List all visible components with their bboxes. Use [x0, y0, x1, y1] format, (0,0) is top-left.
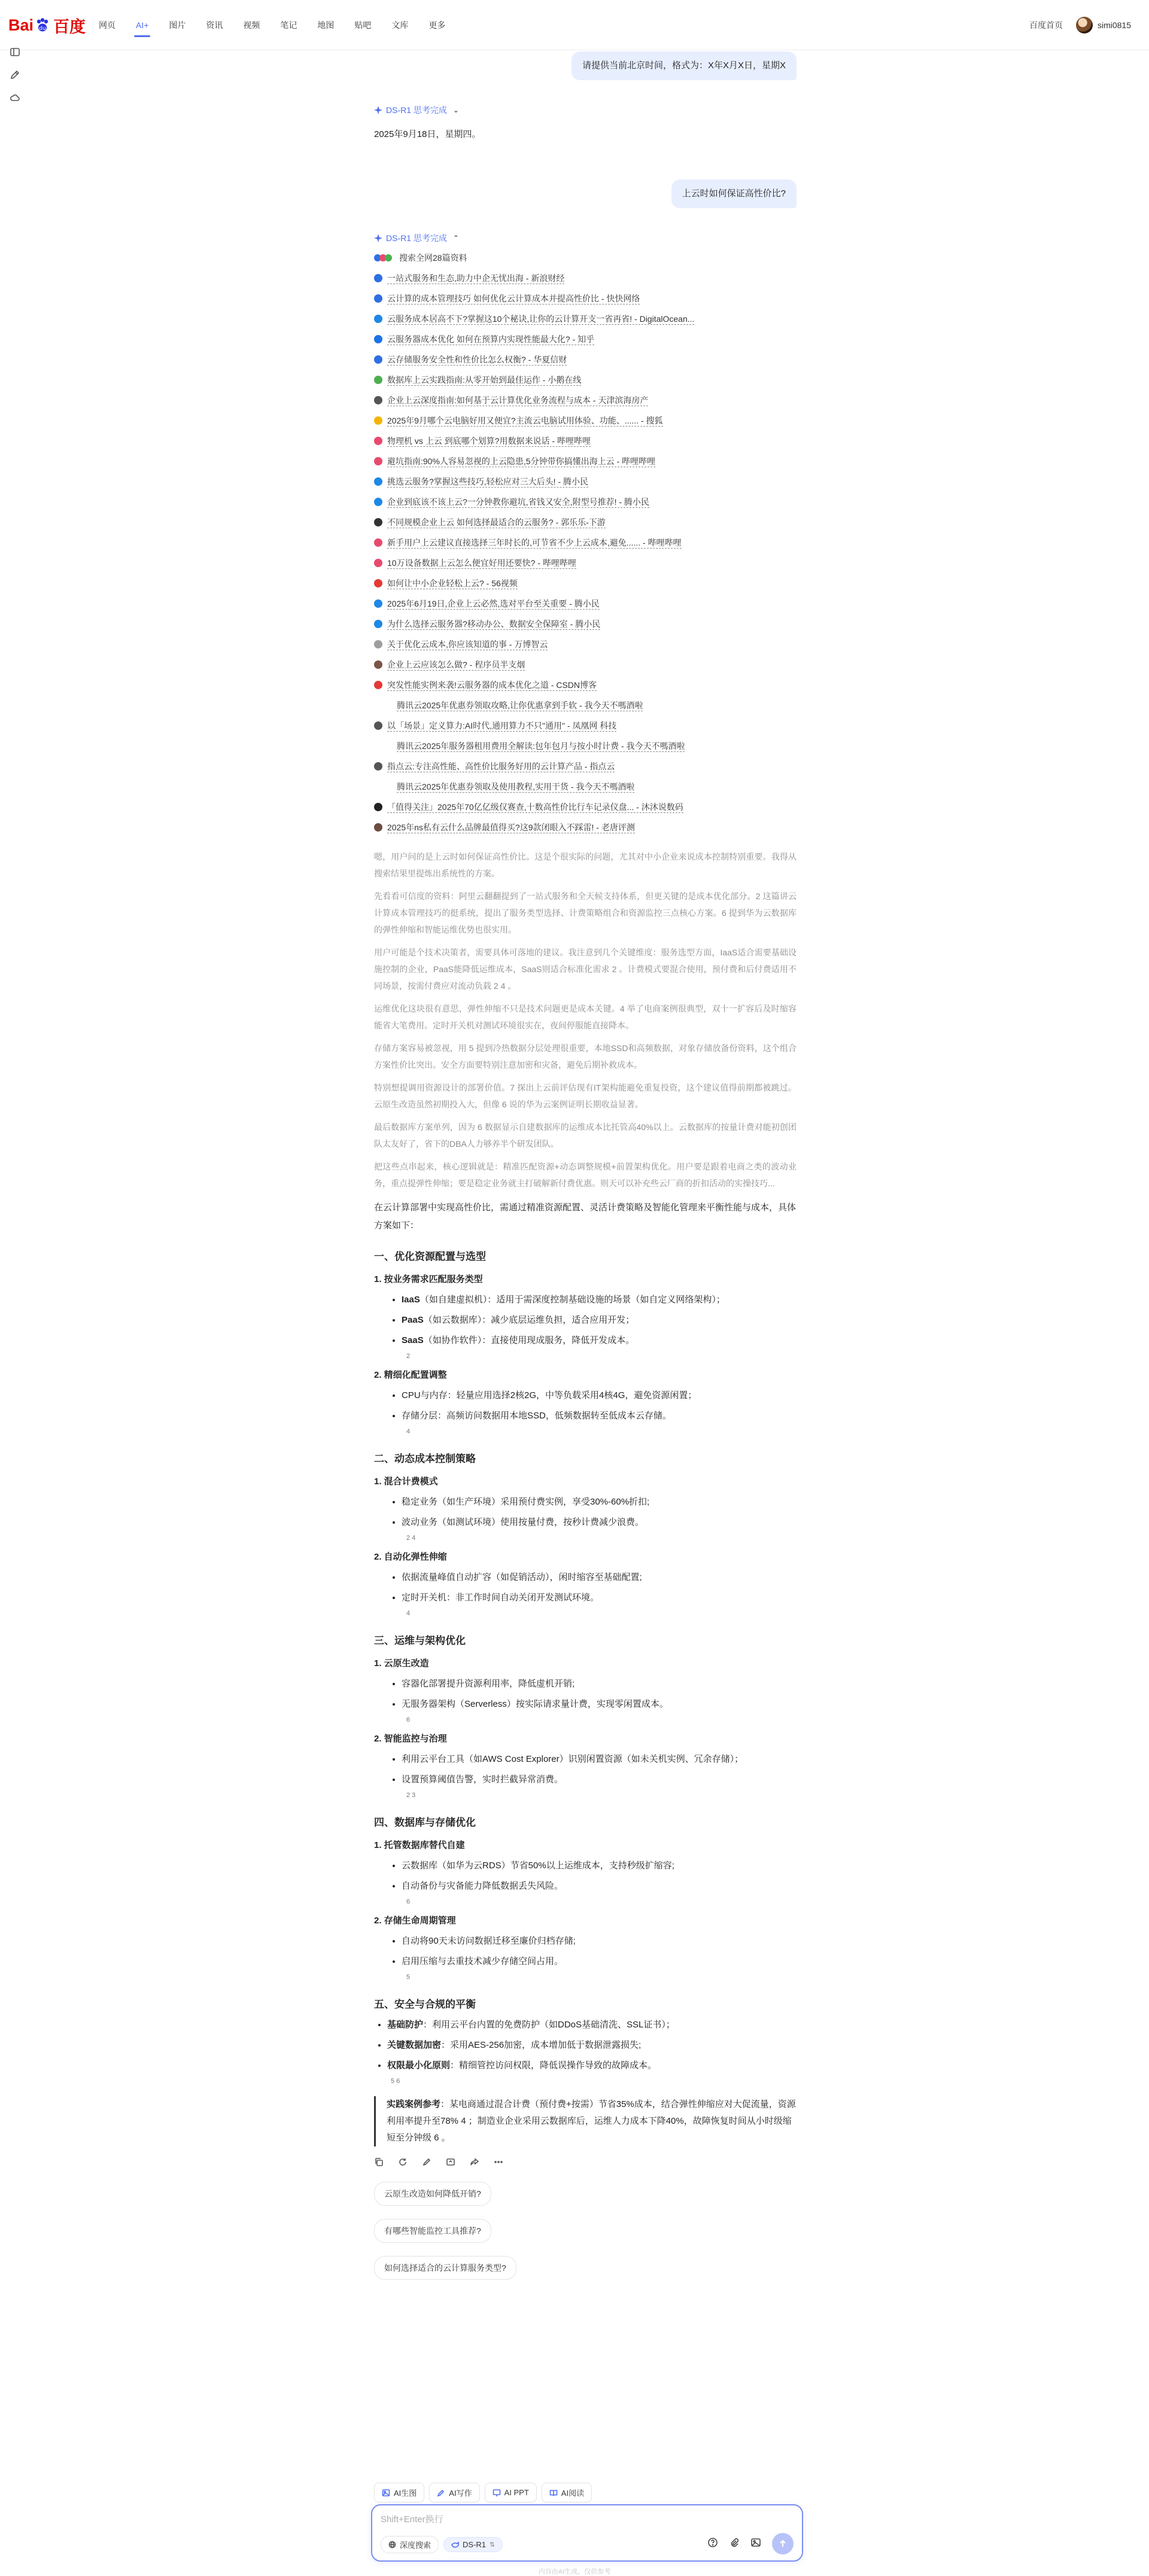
chevron-up-icon: ⌃ — [452, 234, 459, 242]
bullet-list — [402, 1291, 797, 1350]
source-title: 「值得关注」2025年70亿亿级仅赛查,十数高性价比行车记录仪盘... - 沐沐说数码 — [387, 802, 683, 812]
bullet-list — [402, 1750, 797, 1789]
model-selector[interactable]: DS-R1 ⇅ — [443, 2537, 503, 2552]
reasoning-paragraph: 用户可能是个技术决策者，需要具体可落地的建议。我注意到几个关键维度：服务选型方面，IaaS适合需要基础设施控制的企业，PaaS能降低运维成本，SaaS则适合标准化需求 2 。计费模式要混合使用，预付费和后付费适用不同场景，按需付费应对流动负载 2 4 。 — [374, 948, 797, 991]
subsection-heading: 1. 托管数据库替代自建 — [374, 1840, 465, 1850]
source-item[interactable] — [374, 471, 797, 492]
avatar — [1076, 17, 1093, 34]
citation-ref[interactable]: 5 — [406, 1974, 411, 1981]
whale-icon — [451, 2541, 459, 2548]
source-item[interactable] — [374, 451, 797, 471]
source-title: 一站式服务和生态,助力中企无忧出海 - 新浪财经 — [387, 273, 565, 283]
source-title: 腾讯云2025年优惠券领取攻略,让你优惠拿到手软 - 我今天不嗎酒啦 — [397, 700, 643, 710]
source-item[interactable] — [374, 431, 797, 451]
bullet-list — [402, 1569, 797, 1607]
source-item[interactable] — [374, 329, 797, 349]
suggestion-chip[interactable]: 有哪些智能监控工具推荐? — [374, 2219, 491, 2243]
item-text: 设置预算阈值告警，实时拦截异常消费。 — [402, 1774, 564, 1785]
section-heading: 一、优化资源配置与选型 — [374, 1251, 486, 1262]
item-text: ：采用AES-256加密，成本增加低于数据泄露损失; — [441, 2040, 642, 2050]
list-item — [402, 1695, 797, 1713]
source-item[interactable] — [374, 553, 797, 573]
source-title: 企业到底该不该上云?一分钟教你避坑,省钱又安全,附型号推荐! - 腾小民 — [387, 497, 649, 507]
list-item — [402, 1857, 797, 1875]
term: 基础防护 — [387, 2020, 424, 2030]
export-icon[interactable] — [446, 2157, 455, 2170]
site-favicon-icon — [374, 376, 382, 384]
section-heading: 四、数据库与存储优化 — [374, 1817, 476, 1828]
nav-link-news[interactable]: 资讯 — [206, 20, 223, 30]
citation-ref[interactable]: 4 — [406, 1610, 411, 1617]
source-stack-icon — [374, 253, 394, 263]
edit-icon[interactable] — [422, 2157, 431, 2170]
list-item — [402, 1569, 797, 1587]
source-item[interactable] — [374, 532, 797, 553]
reasoning-paragraph: 最后数据库方案单列，因为 6 数据显示自建数据库的运维成本比托管高40%以上。云数据库的按量计费对能初创团队太友好了，省下的DBA人力够养半个研发团队。 — [374, 1122, 797, 1149]
bullet-list — [402, 1493, 797, 1531]
source-title: 挑选云服务?掌握这些技巧,轻松应对三大后头! - 腾小民 — [387, 476, 589, 486]
slides-icon — [493, 2489, 501, 2497]
pen-icon — [437, 2489, 445, 2497]
source-title: 云计算的成本管理技巧 如何优化云计算成本并提高性价比 - 快快网络 — [387, 293, 640, 303]
subsection-heading: 2. 自动化弹性伸缩 — [374, 1552, 447, 1562]
source-title: 云存储服务安全性和性价比怎么权衡? - 华夏信财 — [387, 354, 567, 364]
source-title: 2025年6月19日,企业上云必然,选对平台至关重要 - 腾小民 — [387, 598, 600, 608]
list-item — [402, 1953, 797, 1971]
source-item[interactable] — [374, 593, 797, 614]
site-favicon-icon — [374, 518, 382, 526]
source-item[interactable] — [374, 736, 797, 756]
nav-link-images[interactable]: 图片 — [169, 20, 186, 30]
sources-count: 搜索全网28篇资料 — [399, 253, 467, 263]
list-item — [402, 1750, 797, 1768]
source-title: 新手用户上云建议直接选择三年时长的,可节省不少上云成本,避免...... - 哔哩哔哩 — [387, 537, 682, 547]
subsection-heading: 2. 智能监控与治理 — [374, 1734, 447, 1744]
site-favicon-icon — [374, 294, 382, 303]
logo-text-cn: 百度 — [53, 17, 86, 36]
help-icon[interactable] — [707, 2537, 718, 2551]
subsection-heading: 1. 混合计费模式 — [374, 1476, 438, 1487]
item-text: （如云数据库）：减少底层运维负担，适合应用开发； — [423, 1315, 635, 1325]
baidu-logo[interactable] — [8, 14, 86, 36]
globe-icon — [388, 2541, 396, 2548]
source-item[interactable] — [374, 370, 797, 390]
swap-icon: ⇅ — [490, 2541, 496, 2548]
user-message-1: 请提供当前北京时间，格式为：X年X月X日，星期X — [572, 51, 797, 80]
item-text: ：精细管控访问权限，降低误操作导致的故障成本。 — [450, 2060, 657, 2070]
term: PaaS — [402, 1315, 424, 1325]
site-favicon-icon — [374, 498, 382, 506]
nav-links — [89, 0, 455, 50]
nav-link-notes[interactable]: 笔记 — [280, 20, 297, 30]
item-text: 存储分层：高频访问数据用本地SSD，低频数据转至低成本云存储。 — [402, 1411, 671, 1421]
list-item — [387, 2016, 797, 2034]
chevron-down-icon: ⌄ — [452, 106, 459, 114]
list-item — [402, 1771, 797, 1789]
think-label: DS-R1 思考完成 — [386, 105, 447, 115]
reasoning-paragraph: 先看看可信度的资料：阿里云翻翻提到了一站式服务和全天候支持体系，但更关键的是成本优化部分。2 这篇讲云计算成本管理技巧的挺系统，提出了服务类型选择、计费策略组合和资源监控三点核心方案。6 提到华为云数据库的弹性伸缩和智能运维优势也很实用。 — [374, 891, 797, 934]
answer-actions — [374, 2157, 797, 2170]
nav-link-ai[interactable]: AI+ — [126, 0, 159, 50]
suggestions — [374, 2182, 797, 2293]
item-text: 云数据库（如华为云RDS）节省50%以上运维成本，支持秒级扩缩容; — [402, 1861, 674, 1871]
list-item — [402, 1387, 797, 1405]
home-link[interactable]: 百度首页 — [1029, 20, 1063, 30]
top-navigation — [0, 0, 1149, 50]
nav-link-map[interactable]: 地图 — [317, 20, 335, 30]
site-favicon-icon — [374, 437, 382, 445]
source-item[interactable] — [374, 675, 797, 695]
sidebar-icons — [8, 45, 24, 114]
source-item[interactable] — [374, 654, 797, 675]
think-toggle-2[interactable] — [374, 232, 797, 244]
site-favicon-icon — [374, 538, 382, 547]
logo-text-left: Bai — [8, 16, 34, 34]
new-chat-icon[interactable] — [8, 68, 22, 81]
tool-ai-writing[interactable]: AI写作 — [429, 2483, 479, 2502]
input-actions — [707, 2533, 794, 2554]
nav-link-more[interactable]: 更多 — [428, 20, 446, 30]
think-label: DS-R1 思考完成 — [386, 233, 447, 243]
source-item[interactable] — [374, 492, 797, 512]
item-text: （如协作软件）：直接使用现成服务，降低开发成本。 — [423, 1335, 635, 1345]
item-text: 自动备份与灾备能力降低数据丢失风险。 — [402, 1881, 564, 1891]
source-title: 关于优化云成本,你应该知道的事 - 万博智云 — [387, 639, 548, 649]
site-favicon-icon — [374, 315, 382, 323]
list-item — [402, 1932, 797, 1950]
source-title: 避坑指南:90%人容易忽视的上云隐患,5分钟带你搞懂出海上云 - 哔哩哔哩 — [387, 456, 656, 466]
site-favicon-icon — [374, 335, 382, 343]
source-item[interactable] — [374, 309, 797, 329]
book-icon — [549, 2489, 558, 2497]
section-heading: 二、动态成本控制策略 — [374, 1453, 476, 1464]
reasoning-text — [374, 848, 797, 1192]
case-study-text: ：某电商通过混合计费（预付费+按需）节省35%成本，结合弹性伸缩应对大促流量，资源利用率提升至78% 4 ；制造业企业采用云数据库后，运维人力成本下降40%，故障恢复时间从小时级缩短至分钟级 6 。 — [387, 2099, 796, 2143]
source-title: 如何让中小企业轻松上云? - 56视频 — [387, 578, 518, 588]
paw-icon — [34, 17, 51, 34]
list-item — [402, 1589, 797, 1607]
bullet-list — [402, 1675, 797, 1713]
site-favicon-icon — [374, 396, 382, 404]
source-item[interactable] — [374, 268, 797, 288]
list-item — [402, 1675, 797, 1693]
site-favicon-icon — [374, 599, 382, 608]
source-item[interactable] — [374, 634, 797, 654]
ai-tools — [374, 2483, 592, 2502]
item-text: 自动将90天未访问数据迁移至廉价归档存储; — [402, 1936, 576, 1946]
subsection-heading: 2. 存储生命周期管理 — [374, 1916, 456, 1926]
tool-ai-reading[interactable]: AI阅读 — [542, 2483, 592, 2502]
source-item[interactable] — [374, 390, 797, 410]
nav-link-wenku[interactable]: 文库 — [391, 20, 409, 30]
attach-icon[interactable] — [729, 2537, 740, 2551]
citation-ref[interactable]: 2 4 — [406, 1534, 416, 1542]
list-item — [402, 1291, 797, 1309]
source-title: 为什么选择云服务器?移动办公、数据安全保障室 - 腾小民 — [387, 619, 601, 629]
citation-ref[interactable]: 4 — [406, 1428, 411, 1435]
item-text: （如自建虚拟机）：适用于需深度控制基础设施的场景（如自定义网络架构）； — [420, 1295, 725, 1305]
term: IaaS — [402, 1295, 420, 1305]
bullet-list — [402, 1932, 797, 1971]
sidebar-toggle-icon[interactable] — [8, 45, 22, 59]
item-text: 容器化部署提升资源利用率，降低虚机开销; — [402, 1679, 575, 1689]
source-title: 企业上云深度指南:如何基于云计算优化业务流程与成本 - 天津滨海房产 — [387, 395, 649, 405]
reasoning-paragraph: 运维优化这块很有意思，弹性伸缩不只是技术问题更是成本关键。4 举了电商案例很典型，双十一扩容后及时缩容能省大笔费用。定时开关机对测试环境很实在，夜间停服能直接降本。 — [374, 1004, 797, 1030]
source-item[interactable] — [374, 756, 797, 777]
source-item[interactable] — [374, 288, 797, 309]
nav-link-tieba[interactable]: 贴吧 — [354, 20, 372, 30]
answer-1: 2025年9月18日，星期四。 — [374, 129, 481, 139]
section-heading: 五、安全与合规的平衡 — [374, 1999, 476, 2010]
bullet-list — [402, 1857, 797, 1895]
user-message-row — [374, 51, 797, 80]
list-item — [402, 1311, 797, 1329]
item-text: CPU与内存：轻量应用选择2核2G，中等负载采用4核4G，避免资源闲置； — [402, 1390, 697, 1400]
bullet-list — [402, 1387, 797, 1425]
disclaimer: 内容由AI生成，仅供参考 — [538, 2568, 611, 2575]
site-favicon-icon — [374, 721, 382, 730]
reasoning-paragraph: 把这些点串起来，核心逻辑就是：精准匹配资源+动态调整规模+前置架构优化。用户要是跟着电商之类的波动业务，重点提弹性伸缩；要是稳定业务就主打破解新付费优惠。则天可以补充些云厂商的折扣活动的实操技巧... — [374, 1162, 797, 1188]
list-item — [402, 1877, 797, 1895]
nav-link-video[interactable]: 视频 — [243, 20, 260, 30]
source-title: 突发性能实例来袭!云服务器的成本优化之道 - CSDN博客 — [387, 680, 597, 690]
sparkle-icon — [374, 234, 382, 242]
item-text: 启用压缩与去重技术减少存储空间占用。 — [402, 1956, 564, 1966]
source-title: 不同规模企业上云 如何选择最适合的云服务? - 郭乐乐-下游 — [387, 517, 606, 527]
term: 权限最小化原则 — [387, 2060, 451, 2070]
top-right — [1029, 0, 1131, 50]
copy-icon[interactable] — [374, 2157, 384, 2170]
source-title: 以「场景」定义算力:AI时代,通用算力不只"通用" - 凤凰网 科技 — [387, 720, 617, 730]
site-favicon-icon — [374, 620, 382, 628]
site-favicon-icon — [374, 660, 382, 669]
source-title: 物理机 vs 上云 到底哪个划算?用数据来说话 - 哔哩哔哩 — [387, 436, 591, 446]
site-favicon-icon — [374, 559, 382, 567]
item-text: 依据流量峰值自动扩容（如促销活动），闲时缩容至基础配置; — [402, 1572, 642, 1582]
source-item[interactable] — [374, 573, 797, 593]
user-menu[interactable] — [1076, 17, 1131, 34]
image-upload-icon[interactable] — [750, 2537, 761, 2551]
term: 关键数据加密 — [387, 2040, 442, 2050]
deep-search-toggle[interactable]: 深度搜索 — [381, 2536, 439, 2553]
think-toggle-1[interactable] — [374, 104, 797, 116]
bullet-list — [387, 2016, 797, 2075]
list-item — [402, 1493, 797, 1511]
source-title: 云服务成本居高不下?掌握这10个秘诀,让你的云计算开支一省再省! - DigitalOcean... — [387, 313, 695, 324]
citation-ref[interactable]: 6 — [406, 1716, 411, 1724]
subsection-heading: 2. 精细化配置调整 — [374, 1370, 447, 1380]
reasoning-paragraph: 特别想提调用资源设计的部署价值。7 探出上云前评估现有IT架构能避免重复投资，这个建议值得前期都被跳过。云原生改造虽然初期投入大，但像 6 说的华为云案例证明长期收益显著。 — [374, 1083, 797, 1109]
chat-input-box — [371, 2504, 803, 2562]
source-title: 企业上云应该怎么做? - 程序员半支烟 — [387, 659, 525, 669]
sources-list — [374, 248, 797, 838]
case-study — [374, 2096, 797, 2146]
site-favicon-icon — [374, 823, 382, 832]
list-item — [387, 2036, 797, 2054]
item-text: ：利用云平台内置的免费防护（如DDoS基础清洗、SSL证书）； — [423, 2020, 675, 2030]
site-favicon-icon — [374, 477, 382, 486]
input-options — [381, 2536, 503, 2553]
source-item[interactable] — [374, 410, 797, 431]
source-title: 2025年9月哪个云电脑好用又便宜?主流云电脑试用体验、功能、...... - 搜狐 — [387, 415, 663, 425]
site-favicon-icon — [374, 355, 382, 364]
answer-intro: 在云计算部署中实现高性价比，需通过精准资源配置、灵活计费策略及智能化管理来平衡性能与成本，具体方案如下： — [374, 1202, 797, 1231]
source-item[interactable] — [374, 797, 797, 817]
source-item[interactable] — [374, 349, 797, 370]
case-study-label: 实践案例参考 — [387, 2099, 441, 2109]
cloud-icon[interactable] — [8, 91, 22, 104]
source-title: 10万设备数据上云怎么便宜好用还要快? - 哔哩哔哩 — [387, 558, 576, 568]
citation-ref[interactable]: 2 3 — [406, 1792, 416, 1799]
nav-link-web[interactable]: 网页 — [99, 20, 115, 30]
sparkle-icon — [374, 106, 382, 114]
item-text: 定时开关机：非工作时间自动关闭开发测试环境。 — [402, 1593, 600, 1603]
user-message-row — [374, 179, 797, 208]
list-item — [387, 2057, 797, 2075]
reasoning-paragraph: 存储方案容易被忽视，用 5 提到冷热数据分层处理很重要，本地SSD和高频数据，对象存储放备份资料，这个组合方案性价比突出。安全方面要特别注意加密和灾备，避免后期补救成本。 — [374, 1043, 797, 1070]
user-message-2: 上云时如何保证高性价比? — [671, 179, 797, 208]
tool-ai-ppt[interactable]: AI PPT — [485, 2483, 537, 2502]
suggestion-chip[interactable]: 云原生改造如何降低开销? — [374, 2182, 491, 2206]
chat-thread — [374, 51, 797, 2293]
subsection-heading: 1. 按业务需求匹配服务类型 — [374, 1274, 483, 1284]
source-item[interactable] — [374, 777, 797, 797]
source-title: 云服务器成本优化 如何在预算内实现性能最大化? - 知乎 — [387, 334, 595, 344]
citation-ref[interactable]: 6 — [406, 1898, 411, 1905]
list-item — [402, 1332, 797, 1350]
term: SaaS — [402, 1335, 424, 1345]
image-icon — [382, 2489, 390, 2497]
source-title: 腾讯云2025年服务器租用费用全解读:包年包月与按小时计费 - 我今天不嗎酒啦 — [397, 741, 685, 751]
source-item[interactable] — [374, 614, 797, 634]
source-item[interactable] — [374, 715, 797, 736]
site-favicon-icon — [374, 762, 382, 771]
source-title: 腾讯云2025年优惠券领取及使用教程,实用干货 - 我今天不嗎酒啦 — [397, 781, 635, 791]
suggestion-chip[interactable]: 如何选择适合的云计算服务类型? — [374, 2256, 516, 2280]
chat-input[interactable] — [381, 2513, 788, 2531]
site-favicon-icon — [374, 416, 382, 425]
site-favicon-icon — [374, 640, 382, 648]
site-favicon-icon — [374, 803, 382, 811]
more-icon[interactable] — [494, 2157, 503, 2170]
item-text: 稳定业务（如生产环境）采用预付费实例，享受30%-60%折扣; — [402, 1497, 650, 1507]
site-favicon-icon — [374, 579, 382, 587]
source-item[interactable] — [374, 512, 797, 532]
source-item[interactable] — [374, 695, 797, 715]
citation-ref[interactable]: 2 — [406, 1353, 411, 1360]
item-text: 利用云平台工具（如AWS Cost Explorer）识别闲置资源（如未关机实例、冗余存储）； — [402, 1754, 744, 1764]
list-item — [402, 1407, 797, 1425]
item-text: 无服务器架构（Serverless）按实际请求量计费，实现零闲置成本。 — [402, 1699, 668, 1709]
section-heading: 三、运维与架构优化 — [374, 1635, 466, 1646]
item-text: 波动业务（如测试环境）使用按量付费，按秒计费减少浪费。 — [402, 1517, 645, 1527]
svg-text:du: du — [39, 26, 46, 32]
refresh-icon[interactable] — [398, 2157, 408, 2170]
source-item[interactable] — [374, 817, 797, 838]
subsection-heading: 1. 云原生改造 — [374, 1658, 429, 1668]
source-title: 2025年ns私有云什么品牌最值得买?这9款闭眼入不踩雷! - 老唐评测 — [387, 822, 635, 832]
tool-ai-image[interactable]: AI生图 — [374, 2483, 424, 2502]
site-favicon-icon — [374, 681, 382, 689]
site-favicon-icon — [374, 457, 382, 465]
username: simi0815 — [1097, 20, 1131, 30]
source-title: 指点云:专注高性能、高性价比服务好用的云计算产品 - 指点云 — [387, 761, 615, 771]
list-item — [402, 1514, 797, 1531]
share-icon[interactable] — [470, 2157, 479, 2170]
site-favicon-icon — [374, 274, 382, 282]
sources-header[interactable] — [374, 248, 797, 268]
citation-ref[interactable]: 5 6 — [391, 2078, 400, 2085]
answer-2 — [374, 1199, 797, 2146]
source-title: 数据库上云实践指南:从零开始到最佳运作 - 小鹅在线 — [387, 374, 582, 385]
reasoning-paragraph: 嗯，用户问的是上云时如何保证高性价比。这是个很实际的问题，尤其对中小企业来说成本控制特别重要。我得从搜索结果里提炼出系统性的方案。 — [374, 852, 797, 878]
send-button[interactable] — [772, 2533, 794, 2554]
